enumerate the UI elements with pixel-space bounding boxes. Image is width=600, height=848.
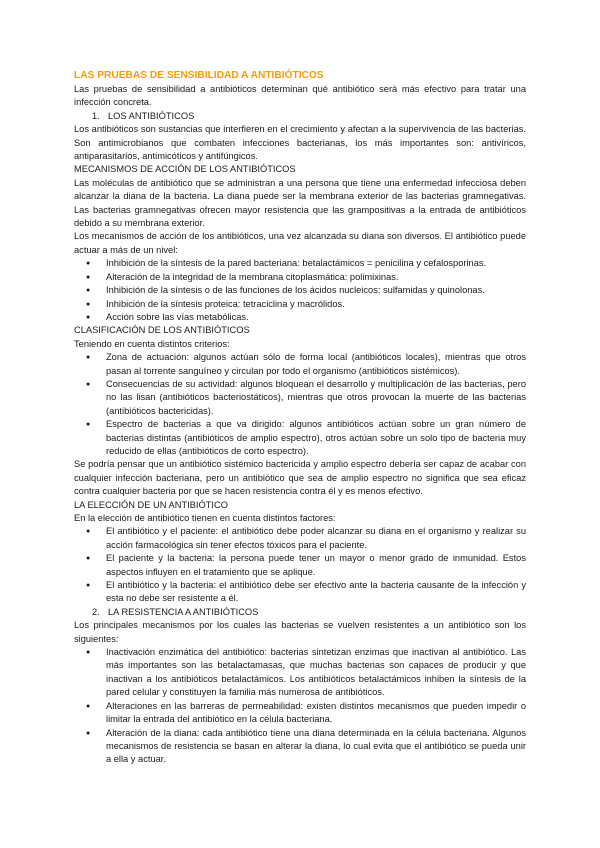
- list-item: ● Inhibición de la síntesis de la pared bacteriana: betalactámicos = penicilina y cefalosporinas.: [106, 257, 526, 270]
- list-item: ● Alteraciones en las barreras de permeabilidad: existen distintos mecanismos que pueden impedir o limitar la entrada del antibiótico en la célula bacteriana.: [106, 700, 526, 727]
- resistance-intro: Los principales mecanismos por los cuales las bacterias se vuelven resistentes a un antibiótico son los siguientes:: [74, 620, 526, 644]
- section-2-title: LA RESISTENCIA A ANTIBIÓTICOS: [108, 606, 259, 617]
- resistance-list: [74, 646, 526, 767]
- intro-paragraph: Las pruebas de sensibilidad a antibióticos determinan qué antibiótico será más efectivo para tratar una infección concreta.: [74, 84, 526, 108]
- list-item: ● El paciente y la bacteria: la persona puede tener un mayor o menor grado de inmunidad. Estos aspectos influyen en el tratamiento que se aplique.: [106, 552, 526, 579]
- section-2-heading: [74, 606, 526, 619]
- classification-heading: CLASIFICACIÓN DE LOS ANTIBIÓTICOS: [74, 325, 250, 336]
- choice-heading: LA ELECCIÓN DE UN ANTIBIÓTICO: [74, 499, 228, 510]
- list-item: ● El antibiótico y el paciente: el antibiótico debe poder alcanzar su diana en el organismo y realizar su acción farmacológica sin tener efectos tóxicos para el paciente.: [106, 525, 526, 552]
- list-item: ● Acción sobre las vías metabólicas.: [106, 311, 526, 324]
- choice-intro: En la elección de antibiótico tienen en cuenta distintos factores:: [74, 513, 336, 523]
- section-2-number: 2.: [92, 606, 100, 617]
- list-item: ● Zona de actuación: algunos actúan sólo de forma local (antibióticos locales), mientras que otros pasan al torrente sanguíneo y circulan por todo el organismo (antibióticos sistémicos).: [106, 351, 526, 378]
- list-item: ● Espectro de bacterias a que va dirigido: algunos antibióticos actúan sobre un gran número de bacterias distintas (antibióticos de amplio espectro), otros actúan sobre un solo tipo de bacteria muy reducido de ellas (antibióticos de corto espectro).: [106, 418, 526, 458]
- section-1-number: 1.: [92, 110, 100, 121]
- section-1-title: LOS ANTIBIÓTICOS: [108, 110, 195, 121]
- document-title: LAS PRUEBAS DE SENSIBILIDAD A ANTIBIÓTICOS: [74, 70, 324, 81]
- list-item: ● Inactivación enzimática del antibiótico: bacterias sintetizan enzimas que inactivan al antibiótico. Las más importantes son las betalactamasas, que muchas bacterias son capaces de producir y que inactivan a los antibióticos betalactámicos. Los antibióticos betalactámicos inhiben la síntesis de la pared celular y constituyen la familia más numerosa de antibióticos.: [106, 646, 526, 700]
- list-item: ● Alteración de la diana: cada antibiótico tiene una diana determinada en la célula bacteriana. Algunos mecanismos de resistencia se basan en alterar la diana, lo cual evita que el antibiótico se pueda unir a ella y actuar.: [106, 727, 526, 767]
- classification-closing: Se podría pensar que un antibiótico sistémico bactericida y amplio espectro debería ser capaz de acabar con cualquier infección bacteriana, pero un antibiótico que sea de amplio espectro no significa que sea eficaz contra cualquier bacteria por que se hacen resistencia contra él y es menos efectivo.: [74, 459, 526, 497]
- list-item: ● Consecuencias de su actividad: algunos bloquean el desarrollo y multiplicación de las bacterias, pero no las lisan (antibióticos bacteriostáticos), mientras que otros provocan la muerte de las bacterias (antibióticos bactericidas).: [106, 378, 526, 418]
- mechanisms-paragraph-1: Las moléculas de antibiótico que se administran a una persona que tiene una enfermedad infecciosa deben alcanzar la diana de la bacteria. La diana puede ser la membrana exterior de las bacterias gramnegativas. Las bacterias gramnegativas ofrecen mayor resistencia que las grampositivas a la entrada de antibióticos debido a su membrana exterior.: [74, 177, 526, 229]
- mechanisms-paragraph-2: Los mecanismos de acción de los antibióticos, una vez alcanzada su diana son diversos. El antibiótico puede actuar a más de un nivel:: [74, 231, 526, 255]
- choice-list: [74, 525, 526, 605]
- classification-list: [74, 351, 526, 458]
- list-item: ● Inhibición de la síntesis o de las funciones de los ácidos nucleicos: sulfamidas y quinolonas.: [106, 284, 526, 297]
- section-1-heading: [74, 110, 526, 123]
- list-item: ● Inhibición de la síntesis proteica: tetraciclina y macrólidos.: [106, 298, 526, 311]
- list-item: ● Alteración de la integridad de la membrana citoplasmática: polimixinas.: [106, 271, 526, 284]
- document-body: [74, 69, 526, 767]
- mechanisms-list: [74, 257, 526, 324]
- classification-intro: Teniendo en cuenta distintos criterios:: [74, 338, 230, 349]
- mechanisms-heading: MECANISMOS DE ACCIÓN DE LOS ANTIBIÓTICOS: [74, 164, 296, 175]
- list-item: ● El antibiótico y la bacteria: el antibiótico debe ser efectivo ante la bacteria causante de la infección y esta no debe ser resistente a él.: [106, 579, 526, 606]
- antibiotics-paragraph: Los antibióticos son sustancias que interfieren en el crecimiento y afectan a la supervivencia de las bacterias. Son antimicrobianos que combaten infecciones bacterianas, los más importantes son: antivíricos, antiparasitarios, antimicóticos y antifúngicos.: [74, 124, 526, 162]
